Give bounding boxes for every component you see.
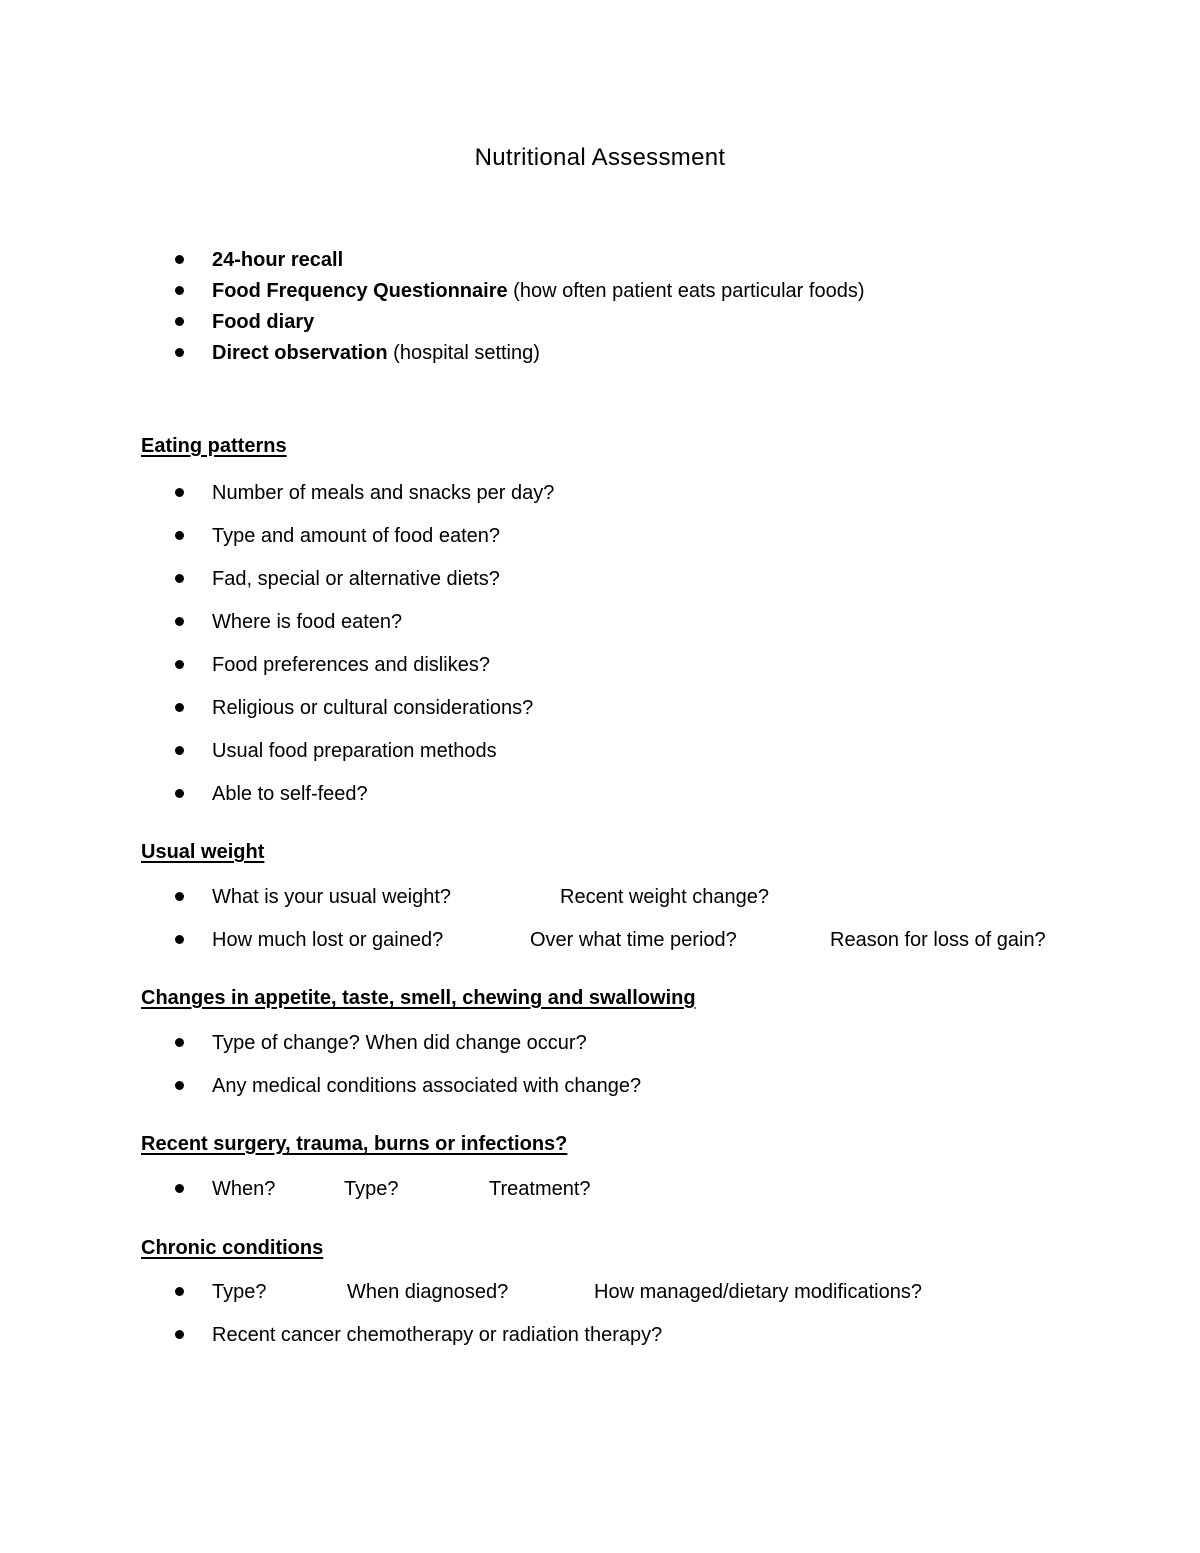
list-item: Number of meals and snacks per day? bbox=[172, 472, 554, 515]
section-heading-usual-weight: Usual weight bbox=[141, 841, 265, 863]
section-heading-chronic-conditions: Chronic conditions bbox=[141, 1237, 324, 1259]
list-item: Able to self-feed? bbox=[172, 773, 554, 816]
usual-weight-list bbox=[172, 876, 1132, 962]
list-item: Usual food preparation methods bbox=[172, 730, 554, 773]
section-heading-recent-surgery: Recent surgery, trauma, burns or infections? bbox=[141, 1133, 568, 1155]
list-item: Food Frequency Questionnaire (how often patient eats particular foods) bbox=[172, 276, 864, 307]
page-title: Nutritional Assessment bbox=[474, 144, 726, 171]
list-item: Any medical conditions associated with change? bbox=[172, 1065, 641, 1108]
eating-patterns-list bbox=[172, 472, 554, 816]
list-item: Type? When diagnosed? How managed/dietary modifications? bbox=[172, 1271, 1072, 1314]
changes-list bbox=[172, 1022, 641, 1108]
list-item: 24-hour recall bbox=[172, 245, 864, 276]
list-item: Food preferences and dislikes? bbox=[172, 644, 554, 687]
assessment-methods-list bbox=[172, 245, 864, 369]
list-item: Food diary bbox=[172, 307, 864, 338]
list-item: Recent cancer chemotherapy or radiation therapy? bbox=[172, 1314, 1072, 1357]
list-item: Direct observation (hospital setting) bbox=[172, 338, 864, 369]
section-heading-changes: Changes in appetite, taste, smell, chewing and swallowing bbox=[141, 987, 696, 1009]
list-item: Fad, special or alternative diets? bbox=[172, 558, 554, 601]
list-item: Type and amount of food eaten? bbox=[172, 515, 554, 558]
list-item: How much lost or gained? Over what time period? Reason for loss of gain? bbox=[172, 919, 1132, 962]
section-heading-eating-patterns: Eating patterns bbox=[141, 435, 287, 457]
list-item: What is your usual weight? Recent weight change? bbox=[172, 876, 1132, 919]
list-item: Type of change? When did change occur? bbox=[172, 1022, 641, 1065]
chronic-conditions-list bbox=[172, 1271, 1072, 1357]
list-item: Religious or cultural considerations? bbox=[172, 687, 554, 730]
recent-surgery-list bbox=[172, 1168, 772, 1211]
list-item: When? Type? Treatment? bbox=[172, 1168, 772, 1211]
list-item: Where is food eaten? bbox=[172, 601, 554, 644]
